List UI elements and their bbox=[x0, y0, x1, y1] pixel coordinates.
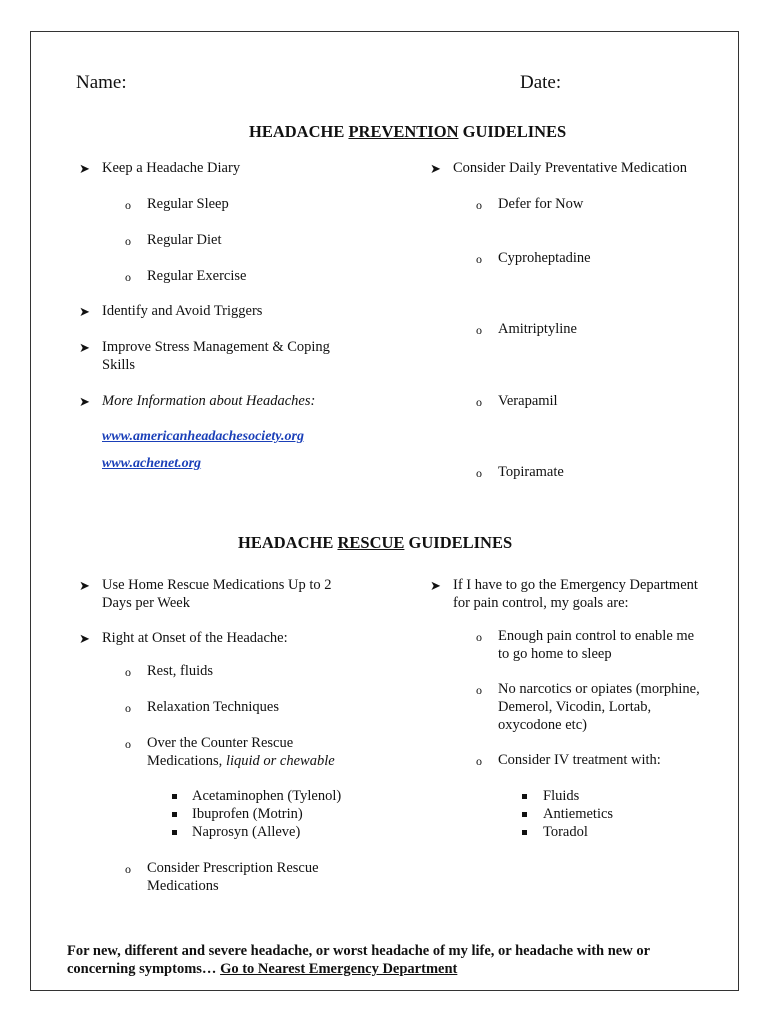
goal2-line2: Demerol, Vicodin, Lortab, bbox=[498, 699, 652, 715]
circle-bullet-icon: o bbox=[476, 683, 482, 697]
rx-line1: Consider Prescription Rescue bbox=[147, 860, 319, 876]
arrow-bullet-icon: ➤ bbox=[79, 578, 90, 593]
square-bullet-icon bbox=[172, 830, 177, 835]
keep-diary-item: Keep a Headache Diary bbox=[102, 160, 241, 176]
circle-bullet-icon: o bbox=[476, 466, 482, 480]
footer-line2 bbox=[67, 961, 457, 978]
stress-item-line1: Improve Stress Management & Coping bbox=[102, 339, 330, 355]
med-topiramate: Topiramate bbox=[498, 464, 564, 480]
rescue-title-prefix: HEADACHE bbox=[238, 533, 338, 552]
circle-bullet-icon: o bbox=[476, 395, 482, 409]
goal1-line1: Enough pain control to enable me bbox=[498, 628, 695, 644]
goal3-iv: Consider IV treatment with: bbox=[498, 752, 661, 768]
circle-bullet-icon: o bbox=[125, 701, 131, 715]
arrow-bullet-icon: ➤ bbox=[79, 161, 90, 176]
med-defer: Defer for Now bbox=[498, 196, 584, 212]
triggers-item: Identify and Avoid Triggers bbox=[102, 303, 263, 319]
square-bullet-icon bbox=[172, 812, 177, 817]
circle-bullet-icon: o bbox=[125, 737, 131, 751]
er-line1: If I have to go the Emergency Department bbox=[453, 577, 698, 593]
prevention-title-suffix: GUIDELINES bbox=[458, 122, 567, 141]
otc-acetaminophen: Acetaminophen (Tylenol) bbox=[192, 788, 342, 804]
circle-bullet-icon: o bbox=[476, 323, 482, 337]
daily-medication-heading: Consider Daily Preventative Medication bbox=[453, 160, 687, 176]
rescue-title-underlined: RESCUE bbox=[337, 533, 405, 552]
home-rescue-line1: Use Home Rescue Medications Up to 2 bbox=[102, 577, 332, 593]
circle-bullet-icon: o bbox=[125, 234, 131, 248]
otc-ibuprofen: Ibuprofen (Motrin) bbox=[192, 806, 303, 822]
prevention-title bbox=[249, 122, 566, 142]
arrow-bullet-icon: ➤ bbox=[79, 394, 90, 409]
circle-bullet-icon: o bbox=[125, 198, 131, 212]
circle-bullet-icon: o bbox=[476, 198, 482, 212]
iv-antiemetics: Antiemetics bbox=[543, 806, 614, 822]
circle-bullet-icon: o bbox=[125, 665, 131, 679]
goal2-line3: oxycodone etc) bbox=[498, 717, 587, 733]
otc-line2-italic: liquid or chewable bbox=[225, 753, 335, 769]
goal1-line2: to go home to sleep bbox=[498, 646, 612, 662]
med-verapamil: Verapamil bbox=[498, 393, 558, 409]
circle-bullet-icon: o bbox=[125, 862, 131, 876]
arrow-bullet-icon: ➤ bbox=[79, 340, 90, 355]
rescue-title-suffix: GUIDELINES bbox=[404, 533, 513, 552]
otc-line2-prefix: Medications, bbox=[147, 753, 226, 769]
med-amitriptyline: Amitriptyline bbox=[498, 321, 577, 337]
arrow-bullet-icon: ➤ bbox=[79, 631, 90, 646]
circle-bullet-icon: o bbox=[476, 252, 482, 266]
diary-item-diet: Regular Diet bbox=[147, 232, 222, 248]
circle-bullet-icon: o bbox=[476, 754, 482, 768]
circle-bullet-icon: o bbox=[476, 630, 482, 644]
link-achenet[interactable]: www.achenet.org bbox=[102, 456, 202, 471]
more-info-item: More Information about Headaches: bbox=[102, 393, 316, 409]
name-label: Name: bbox=[76, 72, 127, 93]
otc-naprosyn: Naprosyn (Alleve) bbox=[192, 824, 301, 840]
otc-line2 bbox=[147, 753, 335, 770]
link-american-headache-society[interactable]: www.americanheadachesociety.org bbox=[102, 429, 304, 444]
otc-line1: Over the Counter Rescue bbox=[147, 735, 294, 751]
stress-item-line2: Skills bbox=[102, 357, 136, 373]
iv-toradol: Toradol bbox=[543, 824, 588, 840]
prevention-title-underlined: PREVENTION bbox=[348, 122, 459, 141]
footer-line1: For new, different and severe headache, or worst headache of my life, or headache with new or bbox=[67, 943, 651, 959]
square-bullet-icon bbox=[522, 812, 527, 817]
circle-bullet-icon: o bbox=[125, 270, 131, 284]
prevention-title-prefix: HEADACHE bbox=[249, 122, 349, 141]
arrow-bullet-icon: ➤ bbox=[430, 161, 441, 176]
arrow-bullet-icon: ➤ bbox=[430, 578, 441, 593]
relaxation-item: Relaxation Techniques bbox=[147, 699, 280, 715]
arrow-bullet-icon: ➤ bbox=[79, 304, 90, 319]
rx-line2: Medications bbox=[147, 878, 219, 894]
er-line2: for pain control, my goals are: bbox=[453, 595, 629, 611]
home-rescue-line2: Days per Week bbox=[102, 595, 190, 611]
square-bullet-icon bbox=[522, 830, 527, 835]
iv-fluids: Fluids bbox=[543, 788, 580, 804]
emergency-department-link: Go to Nearest Emergency Department bbox=[220, 961, 458, 977]
diary-item-exercise: Regular Exercise bbox=[147, 268, 247, 284]
med-cyproheptadine: Cyproheptadine bbox=[498, 250, 591, 266]
rescue-title bbox=[238, 533, 512, 553]
diary-item-sleep: Regular Sleep bbox=[147, 196, 229, 212]
square-bullet-icon bbox=[522, 794, 527, 799]
square-bullet-icon bbox=[172, 794, 177, 799]
footer-line2-prefix: concerning symptoms… bbox=[67, 961, 221, 977]
rest-fluids-item: Rest, fluids bbox=[147, 663, 214, 679]
goal2-line1: No narcotics or opiates (morphine, bbox=[498, 681, 700, 697]
onset-item: Right at Onset of the Headache: bbox=[102, 630, 288, 646]
date-label: Date: bbox=[520, 72, 562, 93]
